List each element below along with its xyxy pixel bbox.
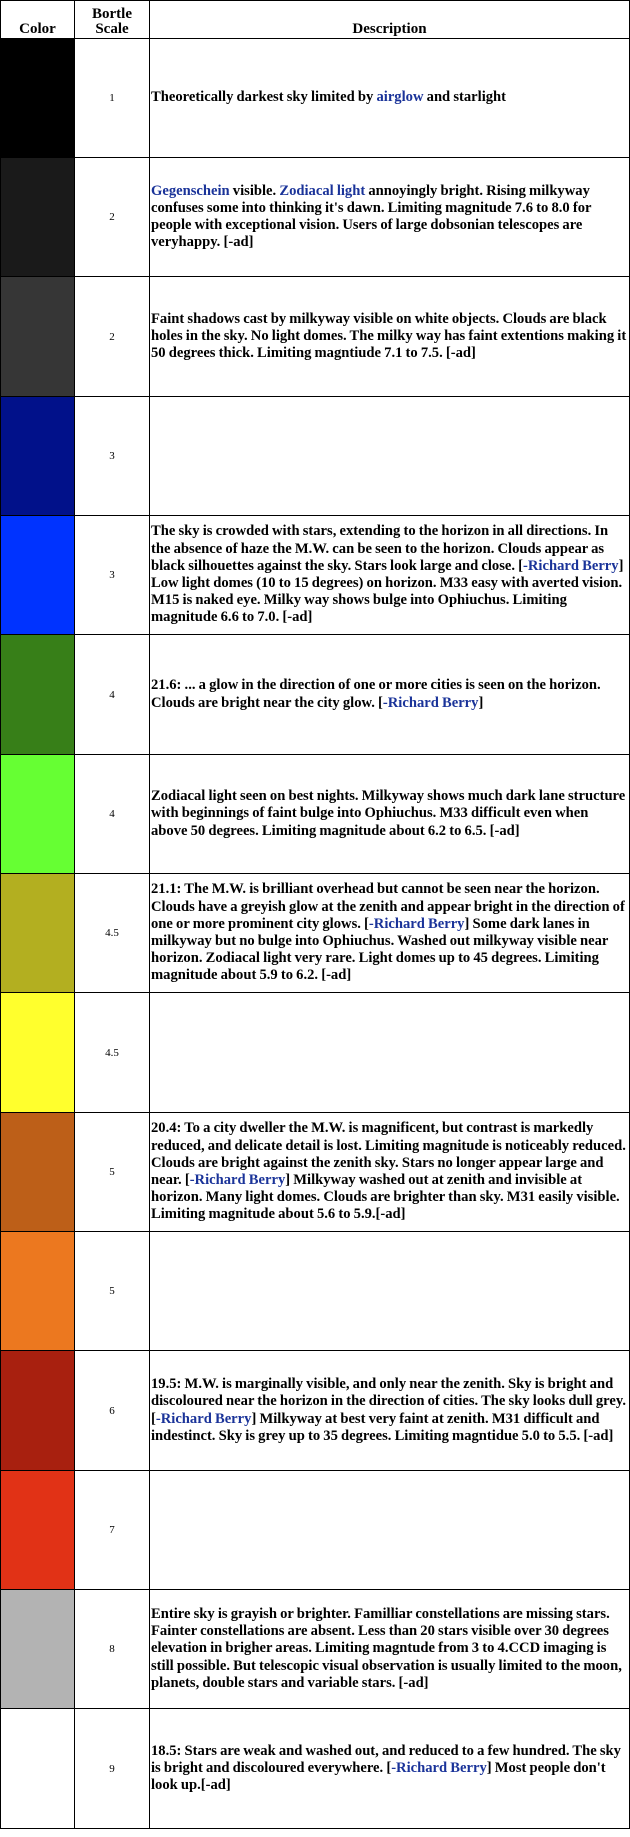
description-link[interactable]: -Richard Berry [155,1410,252,1427]
description-link[interactable]: -Richard Berry [523,557,619,574]
table-row [1,1590,630,1709]
color-swatch [1,1113,75,1232]
color-swatch [1,1709,75,1829]
bortle-scale-value: 4 [75,635,150,755]
description-cell [150,1590,630,1709]
description-text: annoyingly bright. Rising milkyway confuses some into thinking it's dawn. Limiting magnitude 7.6 to 8.0 for people with exceptional vision. Users of large dobsonian telescopes are veryhappy. [-ad] [151,182,592,251]
description-cell [150,158,630,277]
table-row [1,755,630,874]
bortle-scale-value: 7 [75,1471,150,1590]
description-text: 20.4: To a city dweller the M.W. is magnificent, but contrast is markedly reduced, and delicate detail is lost. Limiting magnitude is noticeably reduced. Clouds are bright against the zenith sky. Stars no longer appear large and near. [ [151,1120,626,1188]
description-text: and starlight [423,89,507,106]
table-row [1,1113,630,1232]
bortle-scale-value: 2 [75,158,150,277]
table-header [1,1,630,39]
bortle-scale-header-line2: Scale [95,21,129,37]
color-column-header: Color [1,1,75,39]
description-cell [150,39,630,158]
description-link[interactable]: -Richard Berry [368,915,465,932]
description-text: 18.5: Stars are weak and washed out, and reduced to a few hundred. The sky is bright and discoloured everywhere. [ [151,1742,621,1776]
description-cell [150,635,630,755]
bortle-scale-value: 3 [75,516,150,635]
description-link[interactable]: -Richard Berry [382,694,479,711]
bortle-scale-value: 9 [75,1709,150,1829]
description-link[interactable]: Gegenschein [151,182,230,199]
table-row [1,993,630,1113]
table-row [1,1709,630,1829]
description-cell [150,755,630,874]
bortle-scale-header-line1: Bortle [92,6,132,22]
table-row [1,516,630,635]
description-cell [150,1351,630,1471]
bortle-scale-value: 8 [75,1590,150,1709]
color-swatch [1,1471,75,1590]
table-row [1,1471,630,1590]
description-link[interactable]: -Richard Berry [189,1172,286,1188]
bortle-scale-column-header [75,1,150,39]
description-text: Theoretically darkest sky limited by [151,89,377,106]
description-text: ] Milkyway at best very faint at zenith. M31 difficult and indestinct. Sky is grey up to 35 degrees. Limiting magntidue 5.0 to 5.5. [-ad] [151,1410,614,1444]
description-text: 21.1: The M.W. is brilliant overhead but cannot be seen near the horizon. Clouds have a greyish glow at the zenith and appear bright in the direction of one or more prominent city glows. [ [151,881,625,932]
description-text: Faint shadows cast by milkyway visible on white objects. Clouds are black holes in the sky. No light domes. The milky way has faint extentions making it 50 degrees thick. Limiting magntiude 7.1 to 7.5. [-ad] [151,310,627,362]
bortle-scale-value: 5 [75,1232,150,1351]
color-swatch [1,1232,75,1351]
description-cell [150,516,630,635]
bortle-scale-value: 2 [75,277,150,397]
table-row [1,277,630,397]
description-column-header: Description [150,1,630,39]
color-swatch [1,755,75,874]
bortle-scale-value: 4 [75,755,150,874]
color-swatch [1,277,75,397]
description-cell [150,993,630,1113]
bortle-scale-value: 4.5 [75,993,150,1113]
color-swatch [1,1590,75,1709]
description-cell [150,874,630,993]
bortle-scale-value: 3 [75,397,150,516]
description-text: 19.5: M.W. is marginally visible, and only near the zenith. Sky is bright and discoloured near the horizon in the direction of cities. The sky looks dull grey. [ [151,1376,626,1427]
table-row [1,635,630,755]
description-cell [150,1471,630,1590]
description-link[interactable]: Zodiacal light [279,182,366,199]
table-row [1,1232,630,1351]
description-text: Zodiacal light seen on best nights. Milkyway shows much dark lane structure with beginnings of faint bulge into Ophiuchus. M33 difficult even when above 50 degrees. Limiting magnitude about 6.2 to 6.5. [-ad] [151,788,626,839]
description-cell [150,1709,630,1829]
bortle-scale-value: 4.5 [75,874,150,993]
table-row [1,158,630,277]
color-swatch [1,39,75,158]
description-text: ] Milkyway washed out at zenith and invisible at horizon. Many light domes. Clouds are brighter than sky. M31 easily visible. Limiting magnitude about 5.6 to 5.9.[-ad] [151,1172,620,1223]
description-text: ] Low light domes (10 to 15 degrees) on horizon. M33 easy with averted vision. M15 is naked eye. Milky way shows bulge into Ophiuchus. Limiting magnitude 6.6 to 7.0. [-ad] [151,557,624,626]
header-row [1,1,630,39]
bortle-scale-value: 1 [75,39,150,158]
table-row [1,39,630,158]
color-swatch [1,397,75,516]
table-row [1,397,630,516]
description-cell [150,1232,630,1351]
color-swatch [1,158,75,277]
bortle-scale-value: 6 [75,1351,150,1471]
description-text: ] [478,694,484,711]
description-cell [150,1113,630,1232]
description-cell [150,277,630,397]
color-swatch [1,516,75,635]
bortle-scale-value: 5 [75,1113,150,1232]
description-text: visible. [229,182,280,199]
color-swatch [1,1351,75,1471]
description-text: Entire sky is grayish or brighter. Familliar constellations are missing stars. Fainter constellations are absent. Less than 20 stars visible over 30 degrees elevation in brigher areas. Limiting magntude from 3 to 4.CCD imaging is still possible. But telescopic visual observation is usually limited to the moon, planets, double stars and variable stars. [-ad] [151,1605,622,1691]
description-text: The sky is crowded with stars, extending to the horizon in all directions. In the absence of haze the M.W. can be seen to the horizon. Clouds appear as black silhouettes against the sky. Stars look large and close. [ [151,523,609,574]
table-row [1,1351,630,1471]
color-swatch [1,993,75,1113]
description-link[interactable]: airglow [376,89,424,106]
description-link[interactable]: -Richard Berry [391,1759,487,1776]
color-swatch [1,635,75,755]
table-row [1,874,630,993]
table-body [1,39,630,1829]
description-text: ] Some dark lanes in milkyway but no bulge into Ophiuchus. Washed out milkyway visible near horizon. Zodiacal light very rare. Light domes up to 45 degrees. Limiting magnitude about 5.9 to 6.2. [-ad] [151,915,609,984]
description-text: ] Most people don't look up.[-ad] [151,1759,606,1794]
description-cell [150,397,630,516]
description-text: 21.6: ... a glow in the direction of one or more cities is seen on the horizon. Clouds are bright near the city glow. [ [151,677,601,711]
color-swatch [1,874,75,993]
